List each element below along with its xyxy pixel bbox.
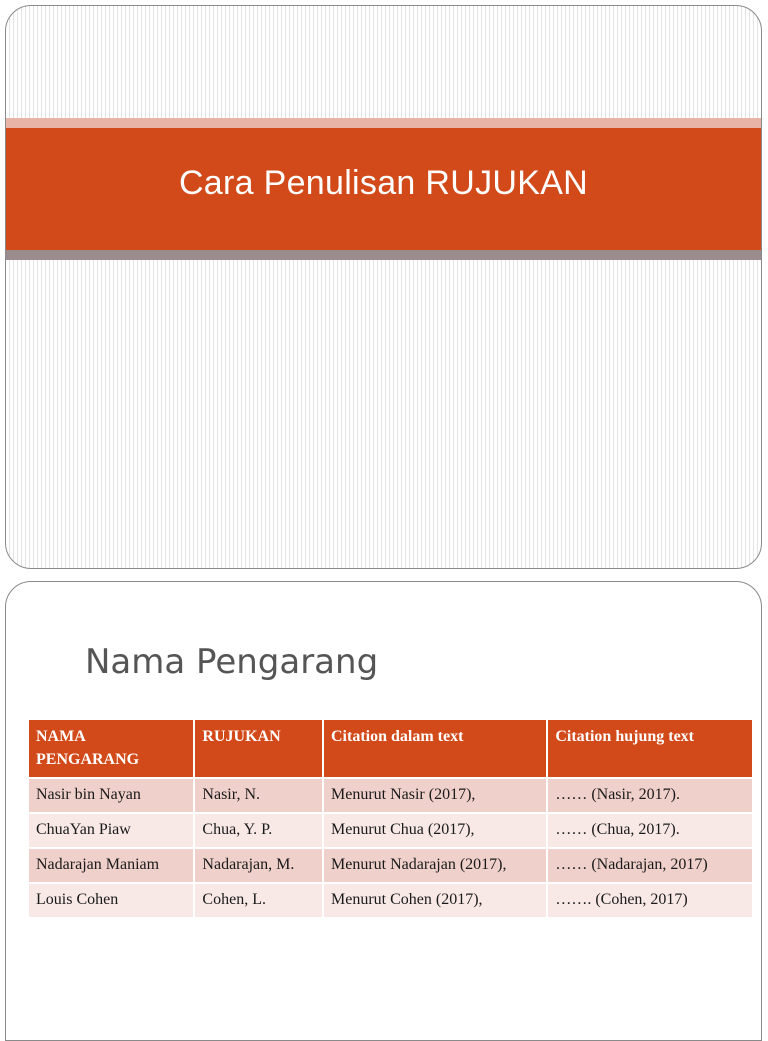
title-band-bottom-stripe xyxy=(6,250,761,260)
title-band-top-stripe xyxy=(6,118,761,128)
table-row xyxy=(29,884,752,917)
cell-citation-dalam: Menurut Nasir (2017), xyxy=(324,779,546,812)
header-citation-dalam-text: Citation dalam text xyxy=(324,720,546,777)
title-slide xyxy=(5,5,762,569)
header-nama-pengarang: NAMA PENGARANG xyxy=(29,720,193,777)
header-citation-hujung-text: Citation hujung text xyxy=(548,720,752,777)
cell-citation-hujung: …… (Chua, 2017). xyxy=(548,814,752,847)
table-row xyxy=(29,814,752,847)
cell-citation-dalam: Menurut Chua (2017), xyxy=(324,814,546,847)
cell-rujukan: Nasir, N. xyxy=(195,779,322,812)
table-header-row xyxy=(29,720,752,777)
cell-citation-dalam: Menurut Nadarajan (2017), xyxy=(324,849,546,882)
cell-nama: Nasir bin Nayan xyxy=(29,779,193,812)
cell-citation-dalam: Menurut Cohen (2017), xyxy=(324,884,546,917)
content-slide xyxy=(5,581,762,1041)
cell-rujukan: Chua, Y. P. xyxy=(195,814,322,847)
cell-citation-hujung: …… (Nasir, 2017). xyxy=(548,779,752,812)
title-band xyxy=(6,128,761,250)
cell-citation-hujung: ……. (Cohen, 2017) xyxy=(548,884,752,917)
cell-nama: ChuaYan Piaw xyxy=(29,814,193,847)
header-rujukan: RUJUKAN xyxy=(195,720,322,777)
cell-rujukan: Nadarajan, M. xyxy=(195,849,322,882)
slide-title: Cara Penulisan RUJUKAN xyxy=(178,163,589,202)
reference-table xyxy=(27,718,754,919)
cell-rujukan: Cohen, L. xyxy=(195,884,322,917)
cell-citation-hujung: …… (Nadarajan, 2017) xyxy=(548,849,752,882)
slide-heading: Nama Pengarang xyxy=(85,642,379,682)
cell-nama: Nadarajan Maniam xyxy=(29,849,193,882)
cell-nama: Louis Cohen xyxy=(29,884,193,917)
table-row xyxy=(29,779,752,812)
table-row xyxy=(29,849,752,882)
